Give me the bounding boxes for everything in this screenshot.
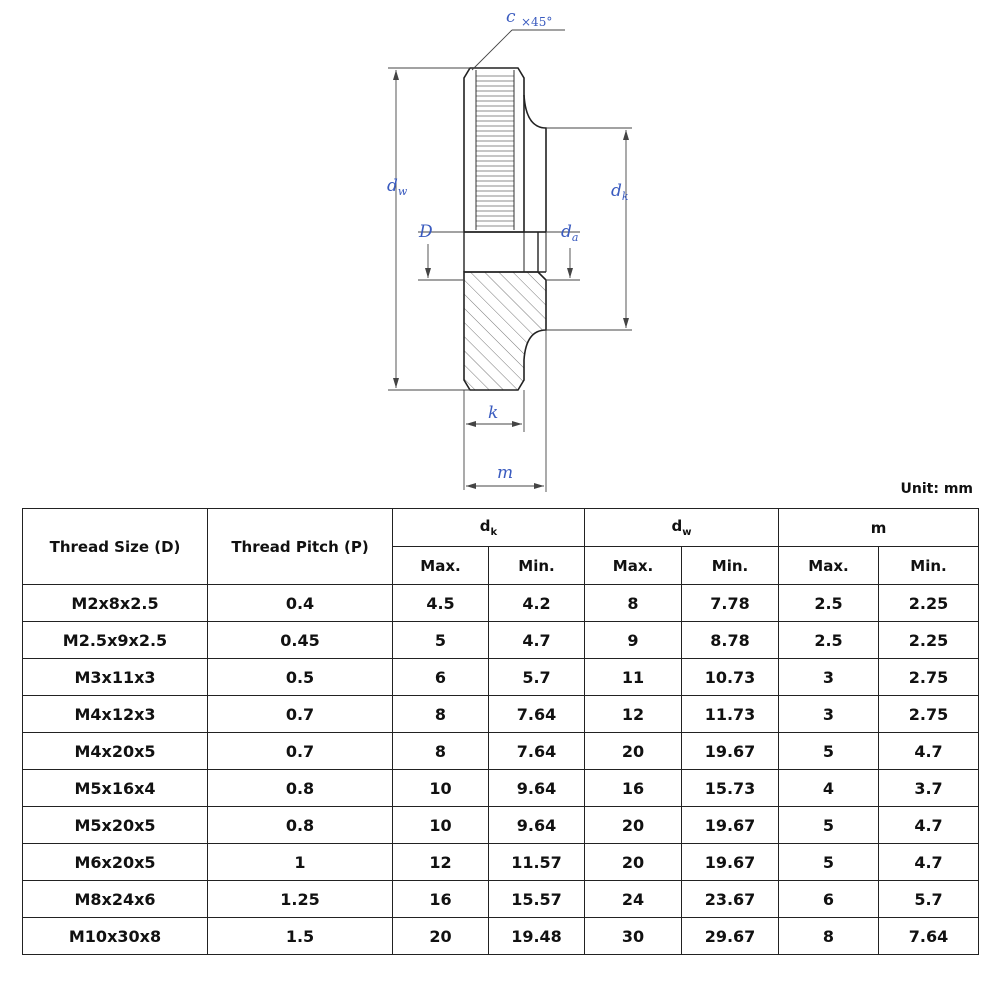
nut-upper-half (464, 68, 546, 232)
cell-thread-pitch: 1.5 (208, 918, 393, 955)
cell-m-min: 2.75 (879, 696, 979, 733)
cell-dw-max: 20 (585, 844, 682, 881)
cell-thread-pitch: 0.45 (208, 622, 393, 659)
cell-m-min: 4.7 (879, 844, 979, 881)
cell-thread-size: M2.5x9x2.5 (23, 622, 208, 659)
cell-dw-min: 29.67 (682, 918, 779, 955)
cell-dk-max: 4.5 (393, 585, 489, 622)
cell-thread-size: M10x30x8 (23, 918, 208, 955)
cell-dk-min: 4.2 (489, 585, 585, 622)
cell-dw-max: 12 (585, 696, 682, 733)
dimension-lines (388, 30, 632, 492)
knurl-lines (476, 70, 514, 230)
table-row (23, 585, 979, 622)
cell-m-min: 2.75 (879, 659, 979, 696)
cell-m-max: 5 (779, 733, 879, 770)
header-dk-min: Min. (489, 547, 585, 585)
cell-dw-min: 10.73 (682, 659, 779, 696)
chamfer-angle-label: ×45° (521, 15, 553, 29)
cell-thread-pitch: 0.5 (208, 659, 393, 696)
cell-dk-min: 15.57 (489, 881, 585, 918)
m-label: m (497, 463, 514, 483)
cell-dw-min: 19.67 (682, 844, 779, 881)
da-label: $d_a$ (561, 222, 579, 244)
cell-dk-min: 5.7 (489, 659, 585, 696)
spec-table-body (23, 585, 979, 955)
header-dw: $d_w$ (585, 509, 779, 547)
cell-dw-min: 19.67 (682, 733, 779, 770)
table-row (23, 659, 979, 696)
cell-m-min: 3.7 (879, 770, 979, 807)
cell-thread-pitch: 0.8 (208, 770, 393, 807)
cell-dk-max: 5 (393, 622, 489, 659)
cell-thread-size: M3x11x3 (23, 659, 208, 696)
cell-m-max: 3 (779, 696, 879, 733)
cell-thread-pitch: 0.7 (208, 696, 393, 733)
header-m-min: Min. (879, 547, 979, 585)
cell-thread-size: M8x24x6 (23, 881, 208, 918)
cell-dw-min: 23.67 (682, 881, 779, 918)
table-row (23, 733, 979, 770)
cell-thread-size: M6x20x5 (23, 844, 208, 881)
cell-dk-max: 8 (393, 733, 489, 770)
cell-dw-max: 20 (585, 807, 682, 844)
cell-m-min: 5.7 (879, 881, 979, 918)
cell-dk-min: 9.64 (489, 770, 585, 807)
table-row (23, 844, 979, 881)
header-m-max: Max. (779, 547, 879, 585)
cell-thread-pitch: 0.8 (208, 807, 393, 844)
cell-m-min: 4.7 (879, 733, 979, 770)
chamfer-label: c (506, 7, 516, 27)
table-row (23, 881, 979, 918)
cell-dk-max: 10 (393, 770, 489, 807)
cell-dw-max: 16 (585, 770, 682, 807)
k-label: k (488, 403, 499, 423)
cell-m-max: 4 (779, 770, 879, 807)
cell-dw-max: 8 (585, 585, 682, 622)
header-dk-max: Max. (393, 547, 489, 585)
cell-thread-pitch: 1 (208, 844, 393, 881)
cell-dk-min: 11.57 (489, 844, 585, 881)
cell-dw-max: 30 (585, 918, 682, 955)
cell-dk-min: 7.64 (489, 733, 585, 770)
cell-m-max: 8 (779, 918, 879, 955)
cell-dw-max: 20 (585, 733, 682, 770)
cell-dk-max: 16 (393, 881, 489, 918)
thumb-nut-technical-drawing (0, 0, 1000, 495)
cell-dw-min: 15.73 (682, 770, 779, 807)
cell-dk-max: 10 (393, 807, 489, 844)
cell-dw-min: 8.78 (682, 622, 779, 659)
unit-label: Unit: mm (900, 481, 973, 497)
cell-dk-max: 6 (393, 659, 489, 696)
header-thread-size: Thread Size (D) (23, 509, 208, 585)
cell-dk-max: 20 (393, 918, 489, 955)
table-row (23, 622, 979, 659)
cell-dk-min: 19.48 (489, 918, 585, 955)
cell-m-min: 2.25 (879, 622, 979, 659)
cell-dk-max: 12 (393, 844, 489, 881)
header-dw-max: Max. (585, 547, 682, 585)
header-m: m (779, 509, 979, 547)
cell-thread-size: M5x16x4 (23, 770, 208, 807)
cell-m-max: 3 (779, 659, 879, 696)
dw-label: $d_w$ (387, 176, 408, 198)
cell-thread-size: M2x8x2.5 (23, 585, 208, 622)
cell-thread-size: M4x20x5 (23, 733, 208, 770)
cell-thread-size: M5x20x5 (23, 807, 208, 844)
cell-thread-pitch: 0.4 (208, 585, 393, 622)
table-row (23, 807, 979, 844)
bore-outline (464, 232, 546, 272)
nut-lower-section (464, 272, 546, 390)
header-dk: $d_k$ (393, 509, 585, 547)
table-row (23, 918, 979, 955)
cell-dw-min: 11.73 (682, 696, 779, 733)
table-row (23, 770, 979, 807)
cell-dw-min: 7.78 (682, 585, 779, 622)
cell-thread-pitch: 0.7 (208, 733, 393, 770)
cell-m-min: 7.64 (879, 918, 979, 955)
cell-dk-min: 4.7 (489, 622, 585, 659)
cell-m-max: 2.5 (779, 622, 879, 659)
cell-dw-max: 24 (585, 881, 682, 918)
cell-m-max: 6 (779, 881, 879, 918)
spec-table (22, 508, 979, 955)
header-thread-pitch: Thread Pitch (P) (208, 509, 393, 585)
cell-thread-pitch: 1.25 (208, 881, 393, 918)
cell-dw-max: 9 (585, 622, 682, 659)
d-thread-label: D (419, 222, 433, 242)
cell-dk-min: 9.64 (489, 807, 585, 844)
cell-dk-min: 7.64 (489, 696, 585, 733)
cell-m-min: 2.25 (879, 585, 979, 622)
header-dw-min: Min. (682, 547, 779, 585)
cell-m-max: 5 (779, 807, 879, 844)
cell-m-min: 4.7 (879, 807, 979, 844)
cell-m-max: 2.5 (779, 585, 879, 622)
cell-m-max: 5 (779, 844, 879, 881)
cell-thread-size: M4x12x3 (23, 696, 208, 733)
table-row (23, 696, 979, 733)
cell-dk-max: 8 (393, 696, 489, 733)
cell-dw-min: 19.67 (682, 807, 779, 844)
dk-label: $d_k$ (611, 181, 629, 203)
cell-dw-max: 11 (585, 659, 682, 696)
